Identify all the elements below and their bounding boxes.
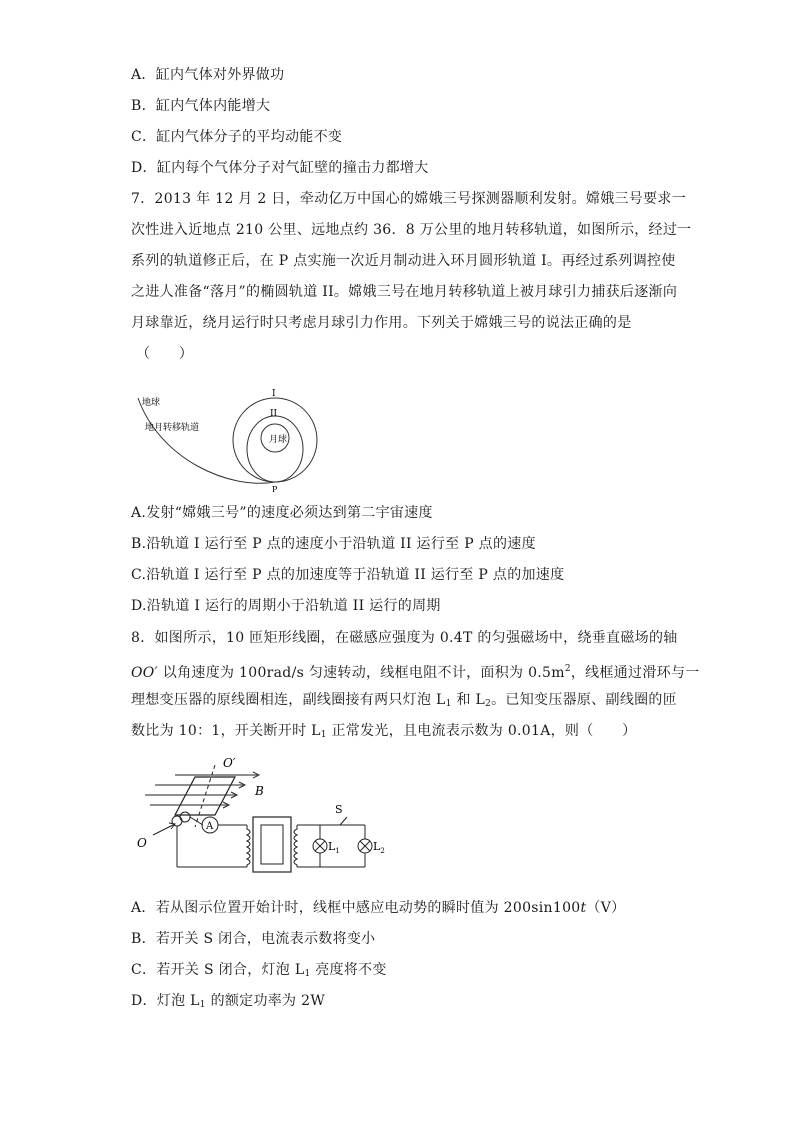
q7-option-c: C.沿轨道 I 运行至 P 点的加速度等于沿轨道 II 运行至 P 点的加速度 [131, 567, 565, 583]
q6-option-b: B．缸内气体内能增大 [131, 98, 271, 114]
q8-circuit-figure [135, 755, 395, 880]
q7-orbit-figure [130, 380, 330, 495]
q7-stem-line-1: 7．2013 年 12 月 2 日，牵动亿万中国心的嫦娥三号探测器顺利发射。嫦娥三号要求一 [131, 191, 687, 207]
q7-option-a: A.发射“嫦娥三号”的速度必须达到第二宇宙速度 [131, 505, 433, 521]
q8-stem-line-2: OO′ 以角速度为 100rad/s 匀速转动，线框电阻不计，面积为 $0.5m^2$，线框通过滑环与一 [131, 664, 700, 681]
orbit-1-label: I [272, 389, 276, 399]
switch-s [340, 817, 347, 825]
bulb-l1-label: $L_1$ [328, 840, 340, 855]
orbit-2-ellipse [247, 416, 303, 482]
axis-bottom-label: O [137, 836, 147, 850]
ammeter-label: A [206, 821, 214, 832]
q8-option-d: D．灯泡 $L_1$ 的额定功率为 2W [131, 993, 326, 1010]
earth-label: 地球 [142, 398, 161, 408]
q7-stem-line-5: 月球靠近，绕月运行时只考虑月球引力作用。下列关于嫦娥三号的说法正确的是 [131, 315, 632, 331]
coil-frame [175, 777, 235, 815]
q8-option-c: C．若开关 S 闭合，灯泡 $L_1$ 亮度将不变 [131, 962, 387, 979]
q7-answer-bracket: （ ） [136, 346, 194, 362]
q7-stem-line-3: 系列的轨道修正后，在 P 点实施一次近月制动进入环月圆形轨道 I。再经过系列调控使 [131, 253, 676, 269]
point-p-label: P [272, 485, 278, 494]
bulb-l2-label: $L_2$ [373, 840, 385, 855]
moon-label: 月球 [269, 435, 288, 445]
q8-axis-symbol: OO′ [131, 665, 159, 681]
q8-stem-line-3: 理想变压器的原线圈相连，副线圈接有两只灯泡 $L_1$ 和 $L_2$。已知变压器原、副线圈的匝 [131, 692, 678, 709]
q7-option-d: D.沿轨道 I 运行的周期小于沿轨道 II 运行的周期 [131, 598, 441, 614]
transfer-orbit-path [138, 398, 275, 483]
q7-option-b: B.沿轨道 I 运行至 P 点的速度小于沿轨道 II 运行至 P 点的速度 [131, 536, 536, 552]
switch-label: S [335, 803, 343, 816]
q8-stem-line-4: 数比为 10：1，开关断开时 $L_1$ 正常发光，且电流表示数为 0.01A，则（ ） [131, 723, 637, 740]
q7-stem-line-2: 次性进入近地点 210 公里、远地点约 36．8 万公里的地月转移轨道，如图所示，经过一 [131, 222, 692, 238]
q8-stem-line-1: 8．如图所示，10 匝矩形线圈，在磁感应强度为 0.4T 的匀强磁场中，绕垂直磁场的轴 [131, 630, 678, 646]
axis-top-label: O′ [223, 756, 236, 770]
q8-option-b: B．若开关 S 闭合，电流表示数将变小 [131, 931, 376, 947]
transfer-orbit-label: 地月转移轨道 [145, 423, 200, 433]
q6-option-a: A．缸内气体对外界做功 [131, 67, 285, 83]
primary-coil [247, 825, 250, 867]
q6-option-c: C．缸内气体分子的平均动能不变 [131, 129, 343, 145]
q7-stem-line-4: 之进人准备“落月”的椭圆轨道 II。嫦娥三号在地月转移轨道上被月球引力捕获后逐渐向 [131, 284, 678, 300]
orbit-2-label: II [270, 409, 278, 419]
field-b-label: B [255, 784, 264, 798]
q8-option-a: A．若从图示位置开始计时，线框中感应电动势的瞬时值为 200sin100t（V） [131, 900, 626, 916]
secondary-coil [294, 825, 297, 867]
q6-option-d: D．缸内每个气体分子对气缸壁的撞击力都增大 [131, 160, 429, 176]
